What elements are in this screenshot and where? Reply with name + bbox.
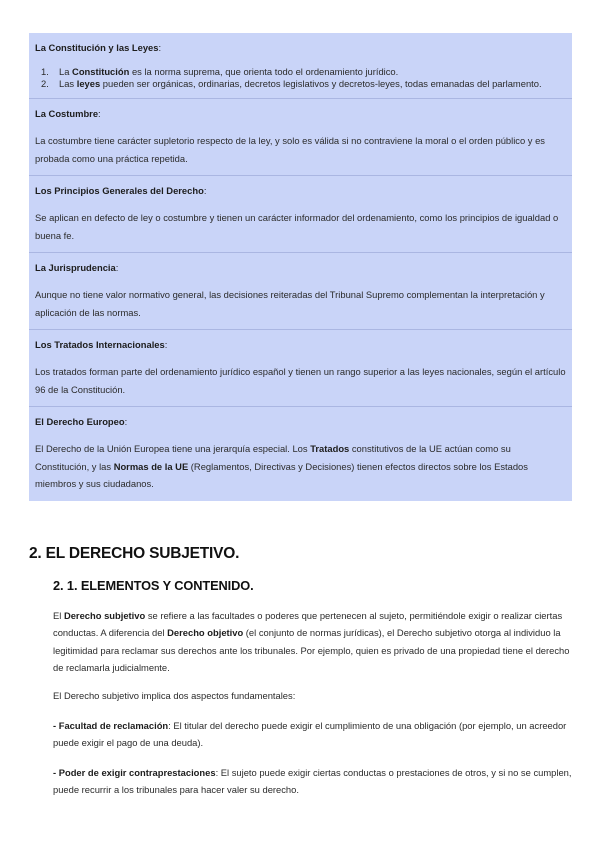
row-body: Los tratados forman parte del ordenamiento jurídico español y tienen un rango superior a las leyes nacionales, según el artículo 96 de la Constitución. bbox=[35, 366, 566, 395]
ordered-list bbox=[35, 66, 566, 90]
row-tratados bbox=[29, 330, 572, 407]
row-body: La costumbre tiene carácter supletorio respecto de la ley, y solo es válida si no contraviene la moral o el orden público y es probada como una práctica repetida. bbox=[35, 135, 545, 164]
paragraph-poder: - Poder de exigir contraprestaciones: El sujeto puede exigir ciertas conductas o prestaciones de otros, y si no se cumplen, puede recurrir a los tribunales para hacer valer su derecho. bbox=[53, 767, 572, 796]
row-body: Se aplican en defecto de ley o costumbre y tienen un carácter informador del ordenamiento, como los principios de igualdad o buena fe. bbox=[35, 212, 559, 241]
section-heading: 2. EL DERECHO SUBJETIVO. bbox=[29, 545, 240, 562]
row-europeo bbox=[29, 407, 572, 501]
row-body: Aunque no tiene valor normativo general, las decisiones reiteradas del Tribunal Supremo complementan la interpretación y aplicación de las normas. bbox=[35, 289, 545, 318]
paragraph-facultad: - Facultad de reclamación: El titular del derecho puede exigir el cumplimiento de una obligación (por ejemplo, un acreedor puede exigir el pago de una deuda). bbox=[53, 720, 567, 749]
row-body: El Derecho de la Unión Europea tiene una jerarquía especial. Los Tratados constitutivos de la UE actúan como su Constitución, y las Normas de la UE (Reglamentos, Directivas y Decisiones) tienen efectos directos sobre los Estados miembros y sus ciudadanos. bbox=[35, 443, 528, 489]
row-costumbre bbox=[29, 99, 572, 176]
row-constitucion bbox=[29, 33, 572, 99]
row-title: La Costumbre: bbox=[35, 108, 101, 119]
row-title: La Jurisprudencia: bbox=[35, 262, 119, 273]
row-title: Los Tratados Internacionales: bbox=[35, 339, 168, 350]
row-jurisprudencia bbox=[29, 253, 572, 330]
row-title: La Constitución y las Leyes: bbox=[35, 42, 162, 53]
row-title: Los Principios Generales del Derecho: bbox=[35, 185, 207, 196]
row-principios bbox=[29, 176, 572, 253]
sources-table bbox=[29, 33, 572, 501]
row-title: El Derecho Europeo: bbox=[35, 416, 128, 427]
paragraph-aspectos: El Derecho subjetivo implica dos aspectos fundamentales: bbox=[53, 690, 296, 701]
subsection-heading: 2. 1. ELEMENTOS Y CONTENIDO. bbox=[53, 578, 254, 593]
list-item: 2. Las leyes pueden ser orgánicas, ordinarias, decretos legislativos y decretos-leyes, todas emanadas del parlamento. bbox=[41, 78, 542, 89]
list-item: 1. La Constitución es la norma suprema, que orienta todo el ordenamiento jurídico. bbox=[41, 66, 399, 77]
paragraph-derecho-subjetivo: El Derecho subjetivo se refiere a las facultades o poderes que pertenecen al sujeto, permitiéndole exigir o realizar ciertas conductas. A diferencia del Derecho objetivo (el conjunto de normas jurídicas), el Derecho subjetivo otorga al individuo la legitimidad para reclamar sus derechos ante los tribunales. Por ejemplo, quien es privado de una propiedad tiene el derecho de reclamarla judicialmente. bbox=[53, 610, 570, 673]
